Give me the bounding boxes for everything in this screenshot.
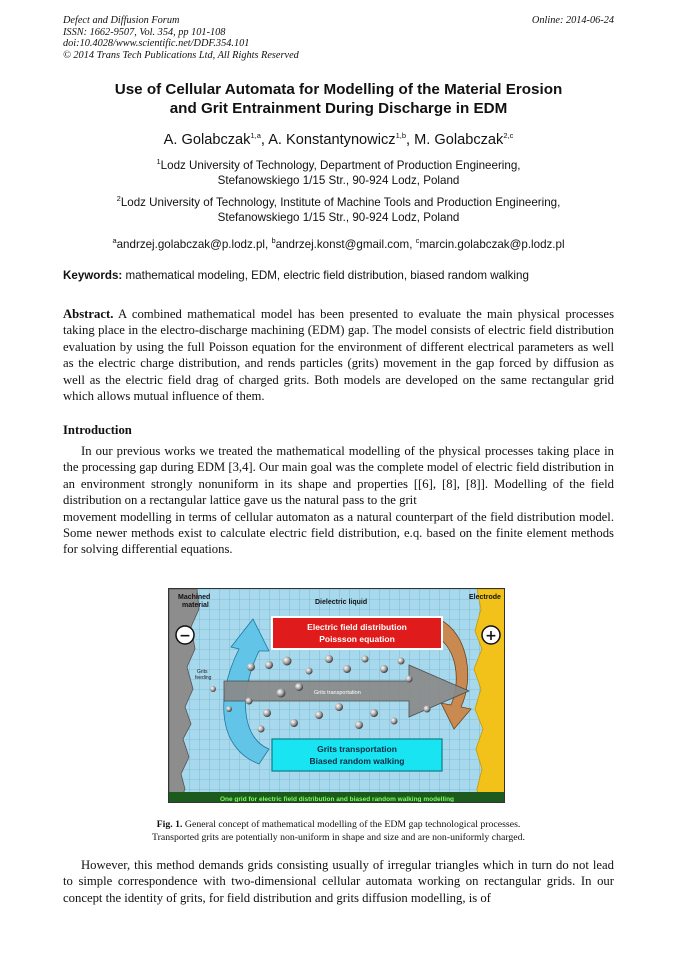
grit-particle bbox=[315, 711, 323, 719]
machined-material-label: Machined bbox=[178, 594, 211, 601]
author-3: , M. Golabczak bbox=[406, 132, 504, 148]
grit-particle bbox=[380, 665, 388, 673]
plus-sign: + bbox=[485, 628, 497, 644]
grit-particle bbox=[210, 686, 216, 692]
copyright: © 2014 Trans Tech Publications Ltd, All Rights Reserved bbox=[63, 49, 299, 61]
abstract-text: A combined mathematical model has been presented to evaluate the main physical processes taking place in the electro-discharge machining (EDM) gap. The model consists of electric field distribution evaluation by using the full Poisson equation for the environment of different electrical parameters as well as the electric charge distribution, and rends particles (grits) movement in the gap forced by diffusion as well as the electric field drag of charged grits. Both models are developed on the same rectangular grid which allows mutual influence of them. bbox=[63, 307, 614, 404]
intro-paragraph-2: movement modelling in terms of cellular automaton as a natural counterpart of the field distribution model. Some newer methods exist to calculate electric field distribution, e.q. based on the finite element methods for solving differential equations. bbox=[63, 509, 614, 557]
aff2-line2: Stefanowskiego 1/15 Str., 90-924 Lodz, Poland bbox=[217, 211, 460, 224]
author-1: A. Golabczak bbox=[163, 132, 251, 148]
aff2-line1: Lodz University of Technology, Institute of Machine Tools and Production Engineering, bbox=[120, 196, 561, 209]
electrode-label: Electrode bbox=[469, 594, 501, 601]
author-1-sup: 1,a bbox=[250, 131, 261, 141]
grit-particle bbox=[398, 658, 405, 665]
caption-label: Fig. 1. bbox=[156, 819, 183, 830]
issn: ISSN: 1662-9507, Vol. 354, pp 101-108 bbox=[63, 26, 226, 38]
figure-1 bbox=[168, 588, 505, 803]
aff1-line2: Stefanowskiego 1/15 Str., 90-924 Lodz, Poland bbox=[217, 174, 460, 187]
grit-particle bbox=[335, 703, 343, 711]
affiliation-2 bbox=[63, 195, 614, 225]
grit-particle bbox=[295, 683, 303, 691]
author-3-sup: 2,c bbox=[503, 131, 514, 141]
grit-particle bbox=[325, 655, 333, 663]
email-2-sup: b bbox=[271, 236, 276, 246]
grit-particle bbox=[247, 663, 255, 671]
electric-field-box-line2: Poissson equation bbox=[319, 634, 395, 644]
grit-particle bbox=[424, 706, 431, 713]
introduction-text bbox=[63, 443, 614, 558]
minus-sign: − bbox=[179, 628, 191, 644]
grit-particle bbox=[370, 709, 378, 717]
figure-caption bbox=[63, 818, 614, 844]
online-date: Online: 2014-06-24 bbox=[531, 15, 614, 26]
grits-feeding-label: Grits bbox=[197, 669, 208, 675]
paper-title bbox=[63, 80, 614, 118]
bottom-band-label: One grid for electric field distribution and biased random walking modelling bbox=[219, 796, 455, 803]
arrow-label: Grits transportation bbox=[314, 690, 361, 696]
intro-paragraph-1: In our previous works we treated the mathematical modelling of the physical processes taking place in the processing gap during EDM [3,4]. Our main goal was the complete model of electric field distribution in an environment strongly nonuniform in its shape and properties [[6], [8], [8]]. Modelling of the field distribution on a rectangular lattice gave us the natural pass to the grit bbox=[63, 444, 614, 508]
figure-diagram bbox=[169, 589, 505, 803]
aff1-line1: Lodz University of Technology, Department of Production Engineering, bbox=[160, 159, 521, 172]
grit-particle bbox=[290, 719, 298, 727]
caption-line-2: Transported grits are potentially non-uniform in shape and size and are non-uniformly charged. bbox=[152, 832, 525, 843]
abstract bbox=[63, 306, 614, 404]
journal-header bbox=[63, 15, 299, 61]
title-line-1: Use of Cellular Automata for Modelling of the Material Erosion bbox=[114, 81, 563, 98]
grit-particle bbox=[306, 668, 313, 675]
email-2-link[interactable]: andrzej.konst@gmail.com, bbox=[275, 238, 416, 251]
grit-particle bbox=[355, 721, 363, 729]
grit-particle bbox=[263, 709, 271, 717]
grit-particle bbox=[277, 689, 286, 698]
caption-line-1: General concept of mathematical modelling of the EDM gap technological processes. bbox=[182, 819, 521, 830]
grit-particle bbox=[391, 718, 398, 725]
author-2-sup: 1,b bbox=[395, 131, 406, 141]
doi-link[interactable]: doi:10.4028/www.scientific.net/DDF.354.101 bbox=[63, 38, 250, 50]
dielectric-label: Dielectric liquid bbox=[315, 599, 368, 606]
email-3-sup: c bbox=[415, 236, 420, 246]
electric-field-box-line1: Electric field distribution bbox=[307, 622, 407, 632]
author-2: , A. Konstantynowicz bbox=[260, 132, 396, 148]
affiliation-1 bbox=[63, 158, 614, 188]
machined-material-label-2: material bbox=[182, 602, 209, 609]
email-1-sup: a bbox=[112, 236, 117, 246]
aff2-sup: 2 bbox=[116, 194, 121, 204]
grits-transport-box-line1: Grits transportation bbox=[317, 744, 397, 754]
grit-particle bbox=[343, 665, 351, 673]
grits-transport-box-line2: Biased random walking bbox=[309, 756, 405, 766]
grit-particle bbox=[226, 706, 232, 712]
email-3-link[interactable]: marcin.golabczak@p.lodz.pl bbox=[419, 238, 565, 251]
title-line-2: and Grit Entrainment During Discharge in EDM bbox=[169, 100, 508, 117]
grit-particle bbox=[265, 661, 273, 669]
grit-particle bbox=[406, 676, 413, 683]
journal-name: Defect and Diffusion Forum bbox=[63, 15, 180, 26]
abstract-label: Abstract. bbox=[63, 307, 114, 321]
email-list bbox=[63, 238, 614, 251]
aff1-sup: 1 bbox=[156, 157, 161, 167]
grits-feeding-label-2: feeding bbox=[195, 675, 212, 681]
keywords-label: Keywords: bbox=[63, 269, 123, 282]
grit-particle bbox=[246, 698, 253, 705]
grit-particle bbox=[362, 656, 369, 663]
body-paragraph: However, this method demands grids consisting usually of irregular triangles which in turn do not lead to simple correspondence with two-dimensional cellular automata working on rectangular grids. In our concept the identity of grits, for field distribution and grits diffusion modelling, is of bbox=[63, 858, 614, 905]
author-list bbox=[63, 132, 614, 148]
grit-particle bbox=[283, 657, 292, 666]
keywords bbox=[63, 269, 614, 282]
grit-particle bbox=[258, 726, 265, 733]
email-1-link[interactable]: andrzej.golabczak@p.lodz.pl, bbox=[116, 238, 272, 251]
introduction-heading: Introduction bbox=[63, 423, 132, 437]
keywords-text: mathematical modeling, EDM, electric field distribution, biased random walking bbox=[122, 269, 529, 282]
